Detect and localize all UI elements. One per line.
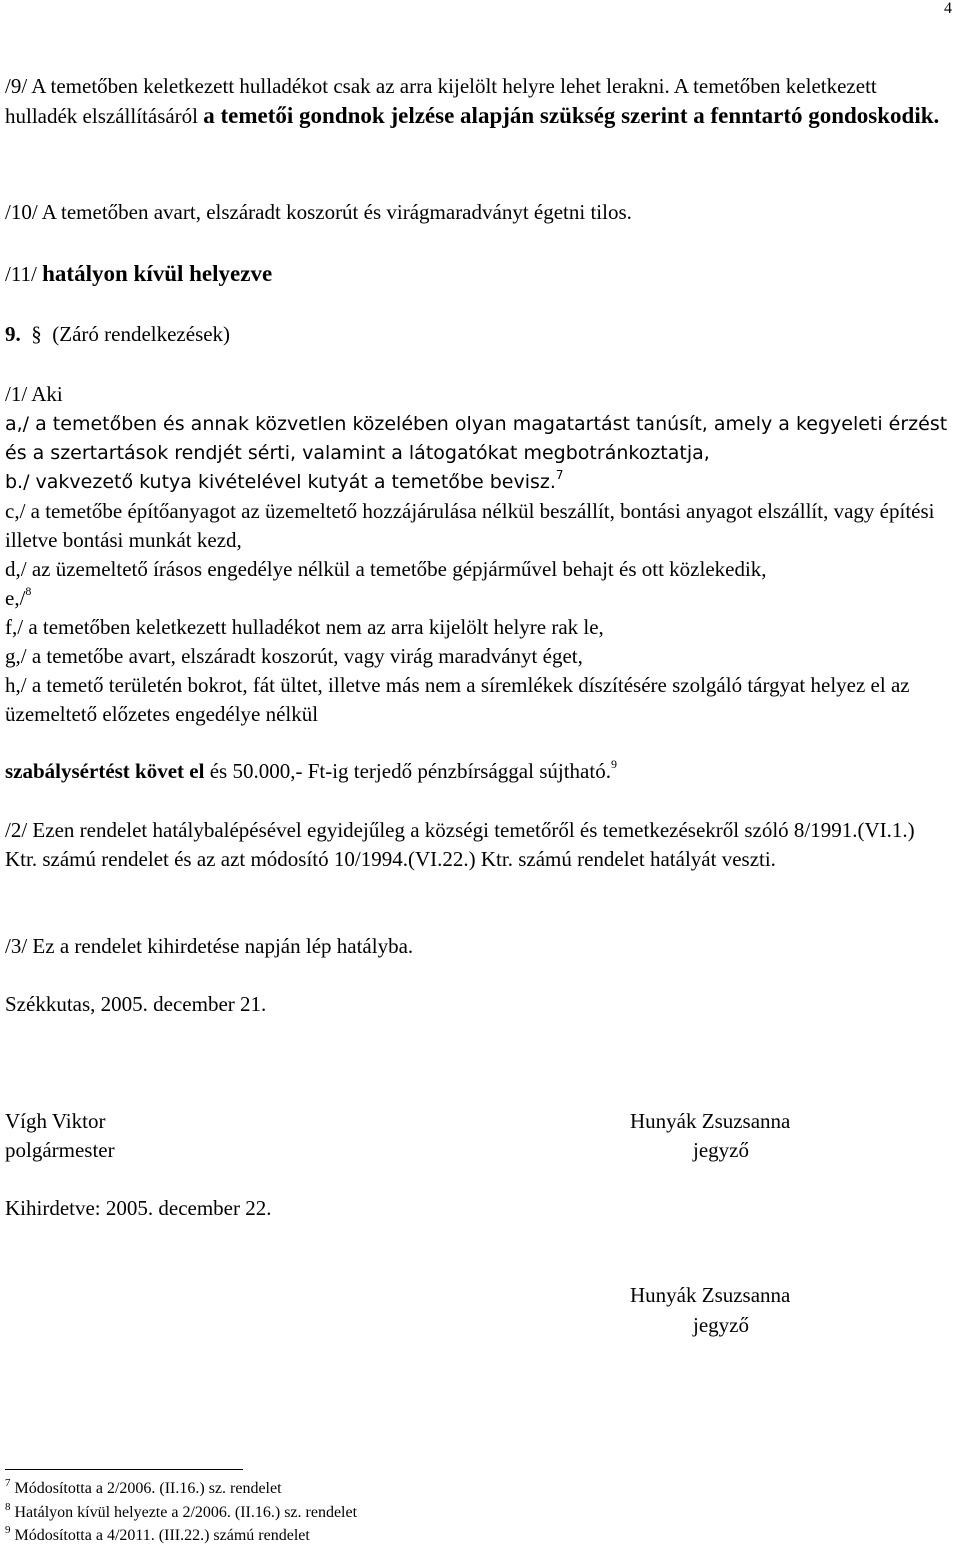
footnote-separator [5, 1469, 243, 1470]
clause-1-h: h,/ a temető területén bokrot, fát ültet, illetve más nem a síremlékek díszítésére szolgáló tárgyat helyez el az üzemeltető előzetes engedélye nélkül [5, 673, 910, 726]
penalty-statement [5, 757, 950, 786]
clause-2: /2/ Ezen rendelet hatálybalépésével egyidejűleg a községi temetőről és temetkezésekről szóló 8/1991.(VI.1.) Ktr. számú rendelet és az azt módosító 10/1994.(VI.22.) Ktr. számú rendelet hatályát veszti. [5, 818, 915, 871]
clause-1-e [5, 584, 950, 613]
paragraph-9 [5, 72, 950, 131]
footnote-ref-8: 8 [25, 584, 32, 598]
footnote-ref-9: 9 [610, 757, 617, 771]
clause-1-f: f,/ a temetőben keletkezett hulladékot nem az arra kijelölt helyre rak le, [5, 615, 604, 639]
clause-3: /3/ Ez a rendelet kihirdetése napján lép hatályba. [5, 934, 414, 958]
paragraph-11-repealed: hatályon kívül helyezve [42, 261, 273, 286]
footnote-number: 9 [5, 1523, 11, 1536]
clause-1-d: d,/ az üzemeltető írásos engedélye nélkül a temetőbe gépjárművel behajt és ott közlekedik, [5, 557, 767, 581]
notary-title: jegyző [693, 1138, 749, 1162]
paragraph-11-prefix: /11/ [5, 262, 43, 286]
promulgation-notary-name: Hunyák Zsuzsanna [630, 1283, 791, 1307]
footnote-text: Módosította a 4/2011. (III.22.) számú rendelet [14, 1527, 310, 1544]
clause-1-intro: /1/ Aki [5, 382, 63, 406]
footnote-text: Módosította a 2/2006. (II.16.) sz. rendelet [14, 1480, 282, 1497]
mayor-name: Vígh Viktor [5, 1109, 106, 1133]
clause-1-c: c,/ a temetőbe építőanyagot az üzemeltető hozzájárulása nélkül beszállít, bontási anyagot elszállít, vagy építési illetve bontási munkát kezd, [5, 499, 935, 552]
penalty-bold-text: szabálysértést követ el [5, 759, 205, 783]
place-and-date: Székkutas, 2005. december 21. [5, 992, 267, 1016]
penalty-text: és 50.000,- Ft-ig terjedő pénzbírsággal sújtható. [204, 759, 611, 783]
section-sign: § [31, 322, 42, 346]
paragraph-10: /10/ A temetőben avart, elszáradt koszorút és virágmaradványt égetni tilos. [5, 200, 632, 224]
footnote-8 [5, 1502, 357, 1523]
notary-name: Hunyák Zsuzsanna [630, 1109, 791, 1133]
paragraph-11 [5, 259, 950, 289]
page-number: 4 [944, 0, 952, 17]
promulgation-notary-title: jegyző [693, 1313, 749, 1337]
section-title: (Záró rendelkezések) [52, 322, 231, 346]
footnote-ref-7: 7 [555, 467, 564, 482]
clause-1-b [5, 468, 950, 497]
clause-1-g: g,/ a temetőbe avart, elszáradt koszorút, vagy virág maradványt éget, [5, 644, 583, 668]
paragraph-9-bold-text: a temetői gondnok jelzése alapján szükség szerint a fenntartó gondoskodik. [203, 103, 940, 128]
clause-1-b-text: b./ vakvezető kutya kivételével kutyát a temetőbe bevisz. [5, 471, 556, 493]
footnote-number: 8 [5, 1500, 11, 1513]
section-heading [5, 320, 950, 349]
footnote-text: Hatályon kívül helyezte a 2/2006. (II.16.) sz. rendelet [14, 1504, 358, 1521]
clause-1-e-text: e,/ [5, 586, 26, 610]
mayor-title: polgármester [5, 1138, 115, 1162]
promulgation-date: Kihirdetve: 2005. december 22. [5, 1196, 272, 1220]
footnote-number: 7 [5, 1476, 11, 1489]
section-number: 9. [5, 322, 21, 346]
footnote-9 [5, 1525, 310, 1546]
clause-1-a: a,/ a temetőben és annak közvetlen közelében olyan magatartást tanúsít, amely a kegyeleti érzést és a szertartások rendjét sérti, valamint a látogatókat megbotránkoztatja, [5, 413, 948, 464]
paragraph-9-text: /9/ A temetőben keletkezett hulladékot csak az arra kijelölt helyre lehet lerakni. A temetőben keletkezett hulladék elszállításáról [5, 74, 877, 128]
footnote-7 [5, 1478, 282, 1499]
